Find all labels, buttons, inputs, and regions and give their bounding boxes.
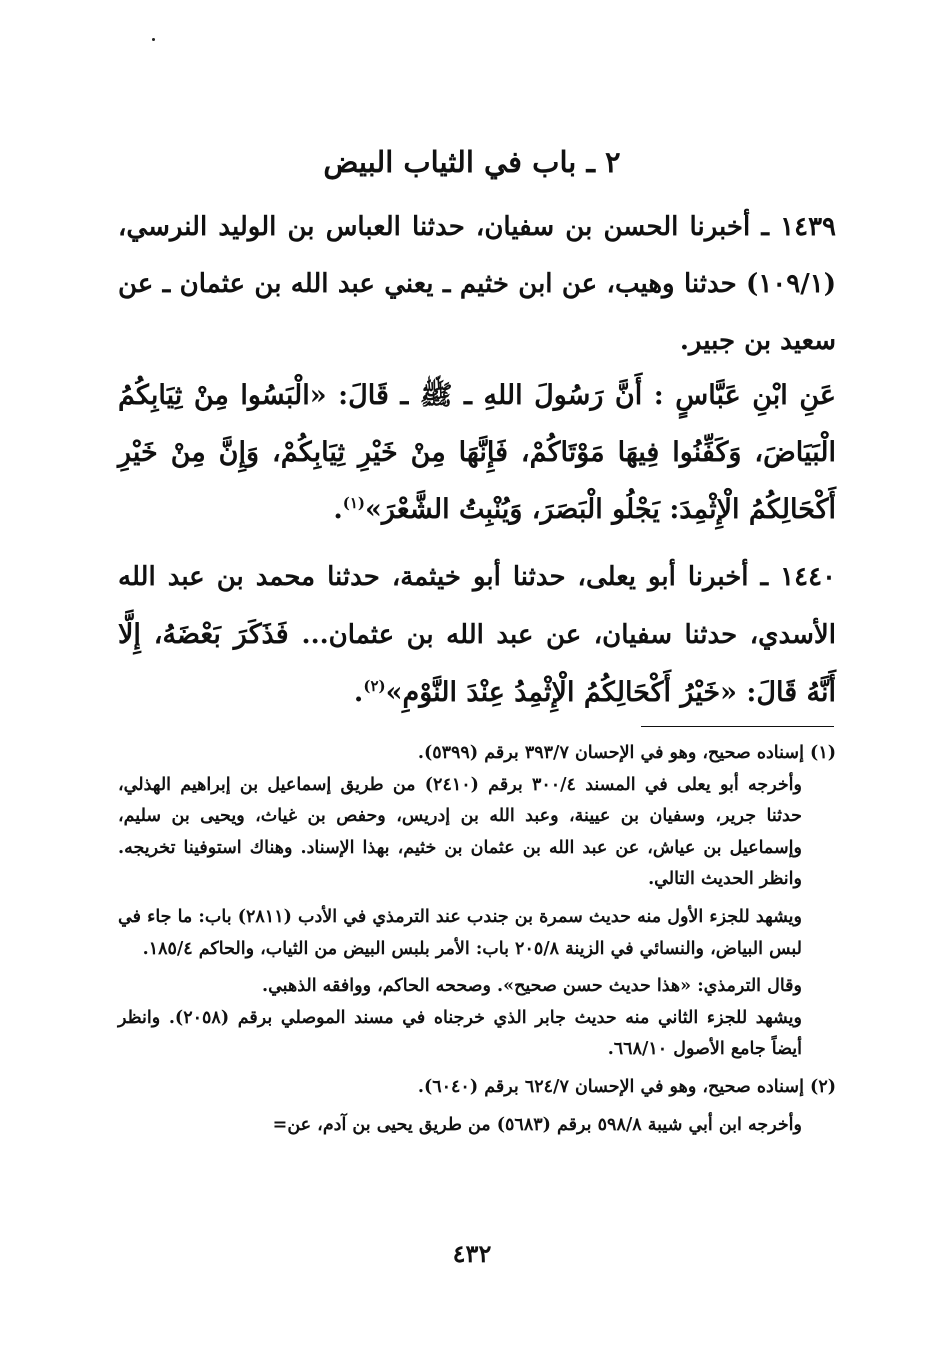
hadith-1440-chain: ١٤٤٠ ـ أخبرنا أبو يعلى، حدثنا أبو خيثمة، حدثنا محمد بن عبد الله الأسدي، حدثنا سفيان، عن عبد الله بن عثمان... [118, 562, 836, 650]
footnote-ref-1[interactable]: (١) [342, 494, 366, 512]
footnotes [118, 738, 836, 1141]
hadith-1439-chain [118, 199, 836, 370]
hadith-1439-end: . [333, 494, 343, 525]
scan-speck [152, 38, 155, 41]
hadith-1439-text: عَنِ ابْنِ عَبَّاسٍ : أَنَّ رَسُولَ اللهِ ـ ﷺ ـ قَالَ: «الْبَسُوا مِنْ ثِيَابِكُمُ الْبَيَاضَ، وَكَفِّنُوا فِيهَا مَوْتَاكُمْ، فَإِنَّهَا مِنْ خَيْرِ ثِيَابِكُمْ، وَإِنَّ مِنْ خَيْرِ أَكْحَالِكُمُ الْإِثْمِدَ: يَجْلُو الْبَصَرَ، وَيُنْبِتُ الشَّعْرَ» [118, 380, 836, 525]
page-number: ٤٣٢ [452, 1239, 492, 1268]
hadith-1439-chain-text: ١٤٣٩ ـ أخبرنا الحسن بن سفيان، حدثنا العباس بن الوليد النرسي، (١٠٩/١) حدثنا وهيب، عن ابن خثيم ـ يعني عبد الله بن عثمان ـ عن سعيد بن جبير. [118, 212, 836, 356]
footnote-ref-2[interactable]: (٢) [363, 677, 386, 695]
chapter-title: ٢ ـ باب في الثياب البيض [323, 145, 621, 179]
hadith-1440-text: فَذَكَرَ بَعْضَهُ، إِلَّا أَنَّهُ قَالَ: «خَيْرُ أَكْحَالِكُمُ الْإِثْمِدُ عِنْدَ النَّوْمِ» [118, 619, 836, 708]
footnote-2-para-2: وأخرجه ابن أبي شيبة ٥٩٨/٨ برقم (٥٦٨٣) من طريق يحيى بن آدم، عن= [272, 1114, 802, 1135]
footnote-1-para-5: ويشهد للجزء الثاني منه حديث جابر الذي خرجناه في مسند الموصلي برقم (٢٠٥٨). وانظر أيضاً جامع الأصول ٦٦٨/١٠. [118, 1007, 802, 1060]
hadith-1439-text-paragraph [118, 367, 836, 538]
footnote-1-para-2: وأخرجه أبو يعلى في المسند ٣٠٠/٤ برقم (٢٤١٠) من طريق إسماعيل بن إبراهيم الهذلي، حدثنا جرير، وسفيان بن عيينة، وعبد الله بن إدريس، وحفص بن غياث، ويحيى بن سليم، وإسماعيل بن عياش، عن عبد الله بن عثمان بن خثيم، بهذا الإسناد. وهناك استوفينا تخريجه. وانظر الحديث التالي. [118, 774, 802, 890]
footnote-1: (١) إسناده صحيح، وهو في الإحسان ٣٩٣/٧ برقم (٥٣٩٩). [417, 743, 836, 763]
footnote-1-para-4: وقال الترمذي: «هذا حديث حسن صحيح». وصححه الحاكم، ووافقه الذهبي. [262, 976, 802, 997]
footnote-1-para-3: ويشهد للجزء الأول منه حديث سمرة بن جندب عند الترمذي في الأدب (٢٨١١) باب: ما جاء في لبس البياض، والنسائي في الزينة ٢٠٥/٨ باب: الأمر بلبس البيض من الثياب، والحاكم ١٨٥/٤. [118, 906, 803, 959]
hadith-1440 [118, 548, 836, 721]
footnote-2: (٢) إسناده صحيح، وهو في الإحسان ٦٢٤/٧ برقم (٦٠٤٠). [417, 1076, 836, 1097]
footnote-separator [641, 726, 834, 727]
hadith-1439-body [118, 367, 836, 538]
hadith-1440-end: . [353, 677, 364, 708]
hadith-1440-paragraph [118, 548, 836, 721]
